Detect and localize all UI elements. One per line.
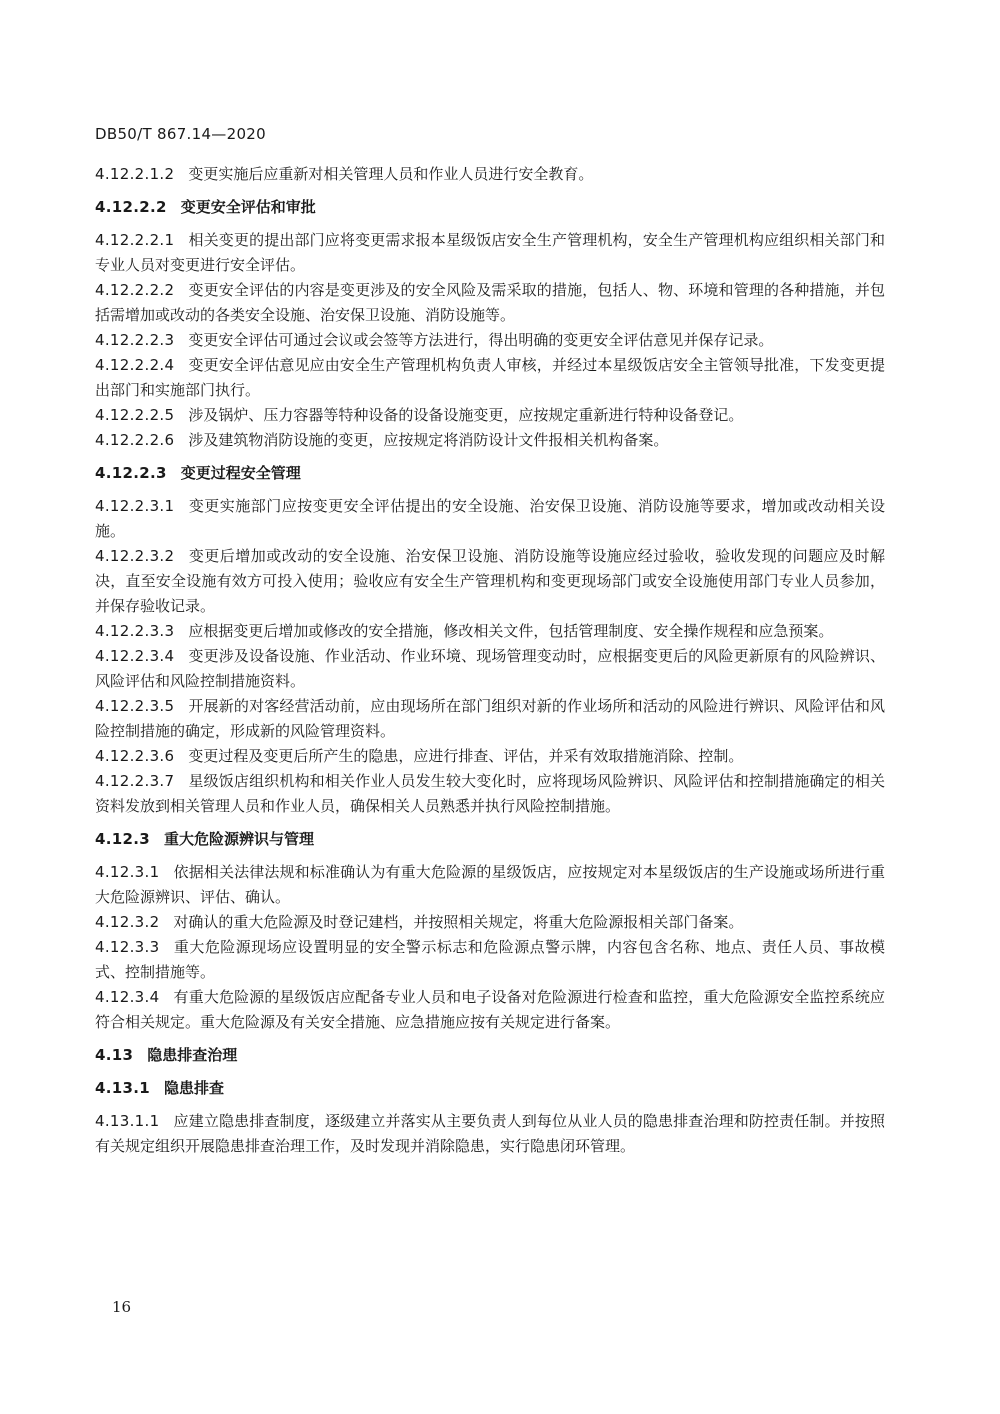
section-heading [95,195,885,220]
clause-number: 4.12.2.3.2 [95,547,175,565]
clause-text: 重大危险源现场应设置明显的安全警示标志和危险源点警示牌，内容包含名称、地点、责任人员、事故模式、控制措施等。 [95,938,885,981]
clause-number: 4.12.2.3.5 [95,697,175,715]
clause-number: 4.13 [95,1046,134,1064]
clause-paragraph [95,403,885,428]
clause-paragraph [95,985,885,1035]
clause-number: 4.12.2.2.3 [95,331,175,349]
clause-number: 4.12.2.3.3 [95,622,175,640]
clause-text: 变更实施后应重新对相关管理人员和作业人员进行安全教育。 [188,165,594,183]
clause-text: 依据相关法律法规和标准确认为有重大危险源的星级饭店，应按规定对本星级饭店的生产设施或场所进行重大危险源辨识、评估、确认。 [95,863,885,906]
clause-number: 4.12.3.3 [95,938,160,956]
clause-paragraph [95,910,885,935]
clause-number: 4.12.2.3.4 [95,647,175,665]
clause-number: 4.12.2.2.1 [95,231,175,249]
clause-number: 4.12.3.2 [95,913,160,931]
heading-text: 变更过程安全管理 [180,464,301,482]
clause-text: 涉及建筑物消防设施的变更，应按规定将消防设计文件报相关机构备案。 [188,431,669,449]
clause-number: 4.12.3.4 [95,988,160,1006]
clause-number: 4.12.2.2 [95,198,167,216]
clause-paragraph [95,428,885,453]
clause-number: 4.12.2.1.2 [95,165,175,183]
clause-paragraph [95,162,885,187]
clause-text: 变更涉及设备设施、作业活动、作业环境、现场管理变动时，应根据变更后的风险更新原有的风险辨识、风险评估和风险控制措施资料。 [95,647,885,690]
clause-paragraph [95,328,885,353]
heading-text: 变更安全评估和审批 [180,198,316,216]
heading-text: 重大危险源辨识与管理 [163,830,314,848]
section-heading [95,461,885,486]
clause-paragraph [95,228,885,278]
clause-number: 4.12.2.2.2 [95,281,175,299]
clause-paragraph [95,694,885,744]
clause-paragraph [95,769,885,819]
clause-paragraph [95,860,885,910]
clause-paragraph [95,744,885,769]
clause-text: 变更安全评估意见应由安全生产管理机构负责人审核，并经过本星级饭店安全主管领导批准，下发变更提出部门和实施部门执行。 [95,356,885,399]
clause-text: 有重大危险源的星级饭店应配备专业人员和电子设备对危险源进行检查和监控，重大危险源安全监控系统应符合相关规定。重大危险源及有关安全措施、应急措施应按有关规定进行备案。 [95,988,885,1031]
clause-text: 变更后增加或改动的安全设施、治安保卫设施、消防设施等设施应经过验收，验收发现的问题应及时解决，直至安全设施有效方可投入使用；验收应有安全生产管理机构和变更现场部门或安全设施使用部门专业人员参加，并保存验收记录。 [95,547,885,615]
clause-text: 变更过程及变更后所产生的隐患，应进行排查、评估，并采有效取措施消除、控制。 [188,747,744,765]
clause-number: 4.12.3 [95,830,150,848]
document-body [95,162,885,1159]
clause-paragraph [95,935,885,985]
clause-text: 变更实施部门应按变更安全评估提出的安全设施、治安保卫设施、消防设施等要求，增加或改动相关设施。 [95,497,885,540]
clause-text: 变更安全评估的内容是变更涉及的安全风险及需采取的措施，包括人、物、环境和管理的各种措施，并包括需增加或改动的各类安全设施、治安保卫设施、消防设施等。 [95,281,885,324]
standard-code-header: DB50/T 867.14—2020 [95,125,266,143]
clause-number: 4.12.2.3.1 [95,497,175,515]
section-heading [95,1043,885,1068]
clause-number: 4.12.2.3.7 [95,772,175,790]
clause-paragraph [95,353,885,403]
clause-paragraph [95,1109,885,1159]
section-heading [95,1076,885,1101]
clause-text: 对确认的重大危险源及时登记建档，并按照相关规定，将重大危险源报相关部门备案。 [173,913,744,931]
clause-text: 星级饭店组织机构和相关作业人员发生较大变化时，应将现场风险辨识、风险评估和控制措施确定的相关资料发放到相关管理人员和作业人员，确保相关人员熟悉并执行风险控制措施。 [95,772,885,815]
clause-paragraph [95,644,885,694]
heading-text: 隐患排查 [163,1079,224,1097]
clause-number: 4.13.1.1 [95,1112,160,1130]
clause-number: 4.12.2.3.6 [95,747,175,765]
clause-paragraph [95,278,885,328]
clause-text: 涉及锅炉、压力容器等特种设备的设备设施变更，应按规定重新进行特种设备登记。 [188,406,744,424]
clause-text: 变更安全评估可通过会议或会签等方法进行，得出明确的变更安全评估意见并保存记录。 [188,331,774,349]
clause-text: 相关变更的提出部门应将变更需求报本星级饭店安全生产管理机构，安全生产管理机构应组织相关部门和专业人员对变更进行安全评估。 [95,231,885,274]
clause-number: 4.12.2.2.5 [95,406,175,424]
clause-text: 应根据变更后增加或修改的安全措施，修改相关文件，包括管理制度、安全操作规程和应急预案。 [188,622,834,640]
clause-paragraph [95,619,885,644]
page-number: 16 [112,1298,132,1316]
heading-text: 隐患排查治理 [147,1046,238,1064]
clause-paragraph [95,544,885,619]
clause-number: 4.12.2.2.6 [95,431,175,449]
clause-number: 4.13.1 [95,1079,150,1097]
clause-text: 应建立隐患排查制度，逐级建立并落实从主要负责人到每位从业人员的隐患排查治理和防控责任制。并按照有关规定组织开展隐患排查治理工作，及时发现并消除隐患，实行隐患闭环管理。 [95,1112,885,1155]
clause-number: 4.12.2.3 [95,464,167,482]
clause-paragraph [95,494,885,544]
clause-number: 4.12.2.2.4 [95,356,175,374]
section-heading [95,827,885,852]
clause-text: 开展新的对客经营活动前，应由现场所在部门组织对新的作业场所和活动的风险进行辨识、风险评估和风险控制措施的确定，形成新的风险管理资料。 [95,697,885,740]
clause-number: 4.12.3.1 [95,863,160,881]
